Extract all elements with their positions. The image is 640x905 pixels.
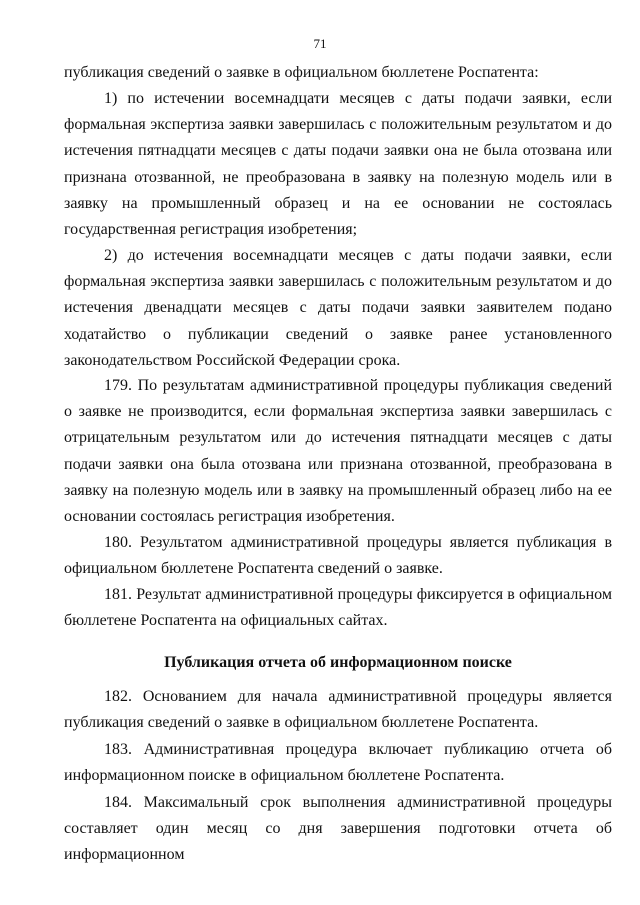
paragraph-183: 183. Административная процедура включает публикацию отчета об информационном поиске в официальном бюллетене Роспатента. xyxy=(64,741,612,785)
paragraph-179: 179. По результатам административной процедуры публикация сведений о заявке не производится, если формальная экспертиза заявки завершилась с отрицательным результатом или до истечения пятнадцати месяцев с даты подачи заявки она была отозвана или признана отозванной, преобразована в заявку на полезную модель или в заявку на промышленный образец либо на ее основании состоялась регистрация изобретения. xyxy=(64,377,612,526)
paragraph-180: 180. Результатом административной процедуры является публикация в официальном бюллетене Роспатента сведений о заявке. xyxy=(64,534,612,578)
section-heading: Публикация отчета об информационном поиске xyxy=(164,654,512,671)
paragraph-item-1: 1) по истечении восемнадцати месяцев с даты подачи заявки, если формальная экспертиза заявки завершилась с положительным результатом и до истечения пятнадцати месяцев с даты подачи заявки она не была отозвана или признана отозванной, не преобразована в заявку на полезную модель или в заявку на промышленный образец и на ее основании не состоялась государственная регистрация изобретения; xyxy=(64,90,612,239)
paragraph-continuation: публикация сведений о заявке в официальном бюллетене Роспатента: xyxy=(64,64,539,81)
paragraph-182: 182. Основанием для начала административной процедуры является публикация сведений о заявке в официальном бюллетене Роспатента. xyxy=(64,688,612,732)
paragraph-184: 184. Максимальный срок выполнения административной процедуры составляет один месяц со дня завершения подготовки отчета об информационном xyxy=(64,794,612,864)
paragraph-181: 181. Результат административной процедуры фиксируется в официальном бюллетене Роспатента на официальных сайтах. xyxy=(64,586,612,630)
page-number: 71 xyxy=(313,36,327,51)
paragraph-item-2: 2) до истечения восемнадцати месяцев с даты подачи заявки, если формальная экспертиза заявки завершилась с положительным результатом и до истечения двенадцати месяцев с даты подачи заявки заявителем подано ходатайство о публикации сведений о заявке ранее установленного законодательством Российской Федерации срока. xyxy=(64,247,612,369)
